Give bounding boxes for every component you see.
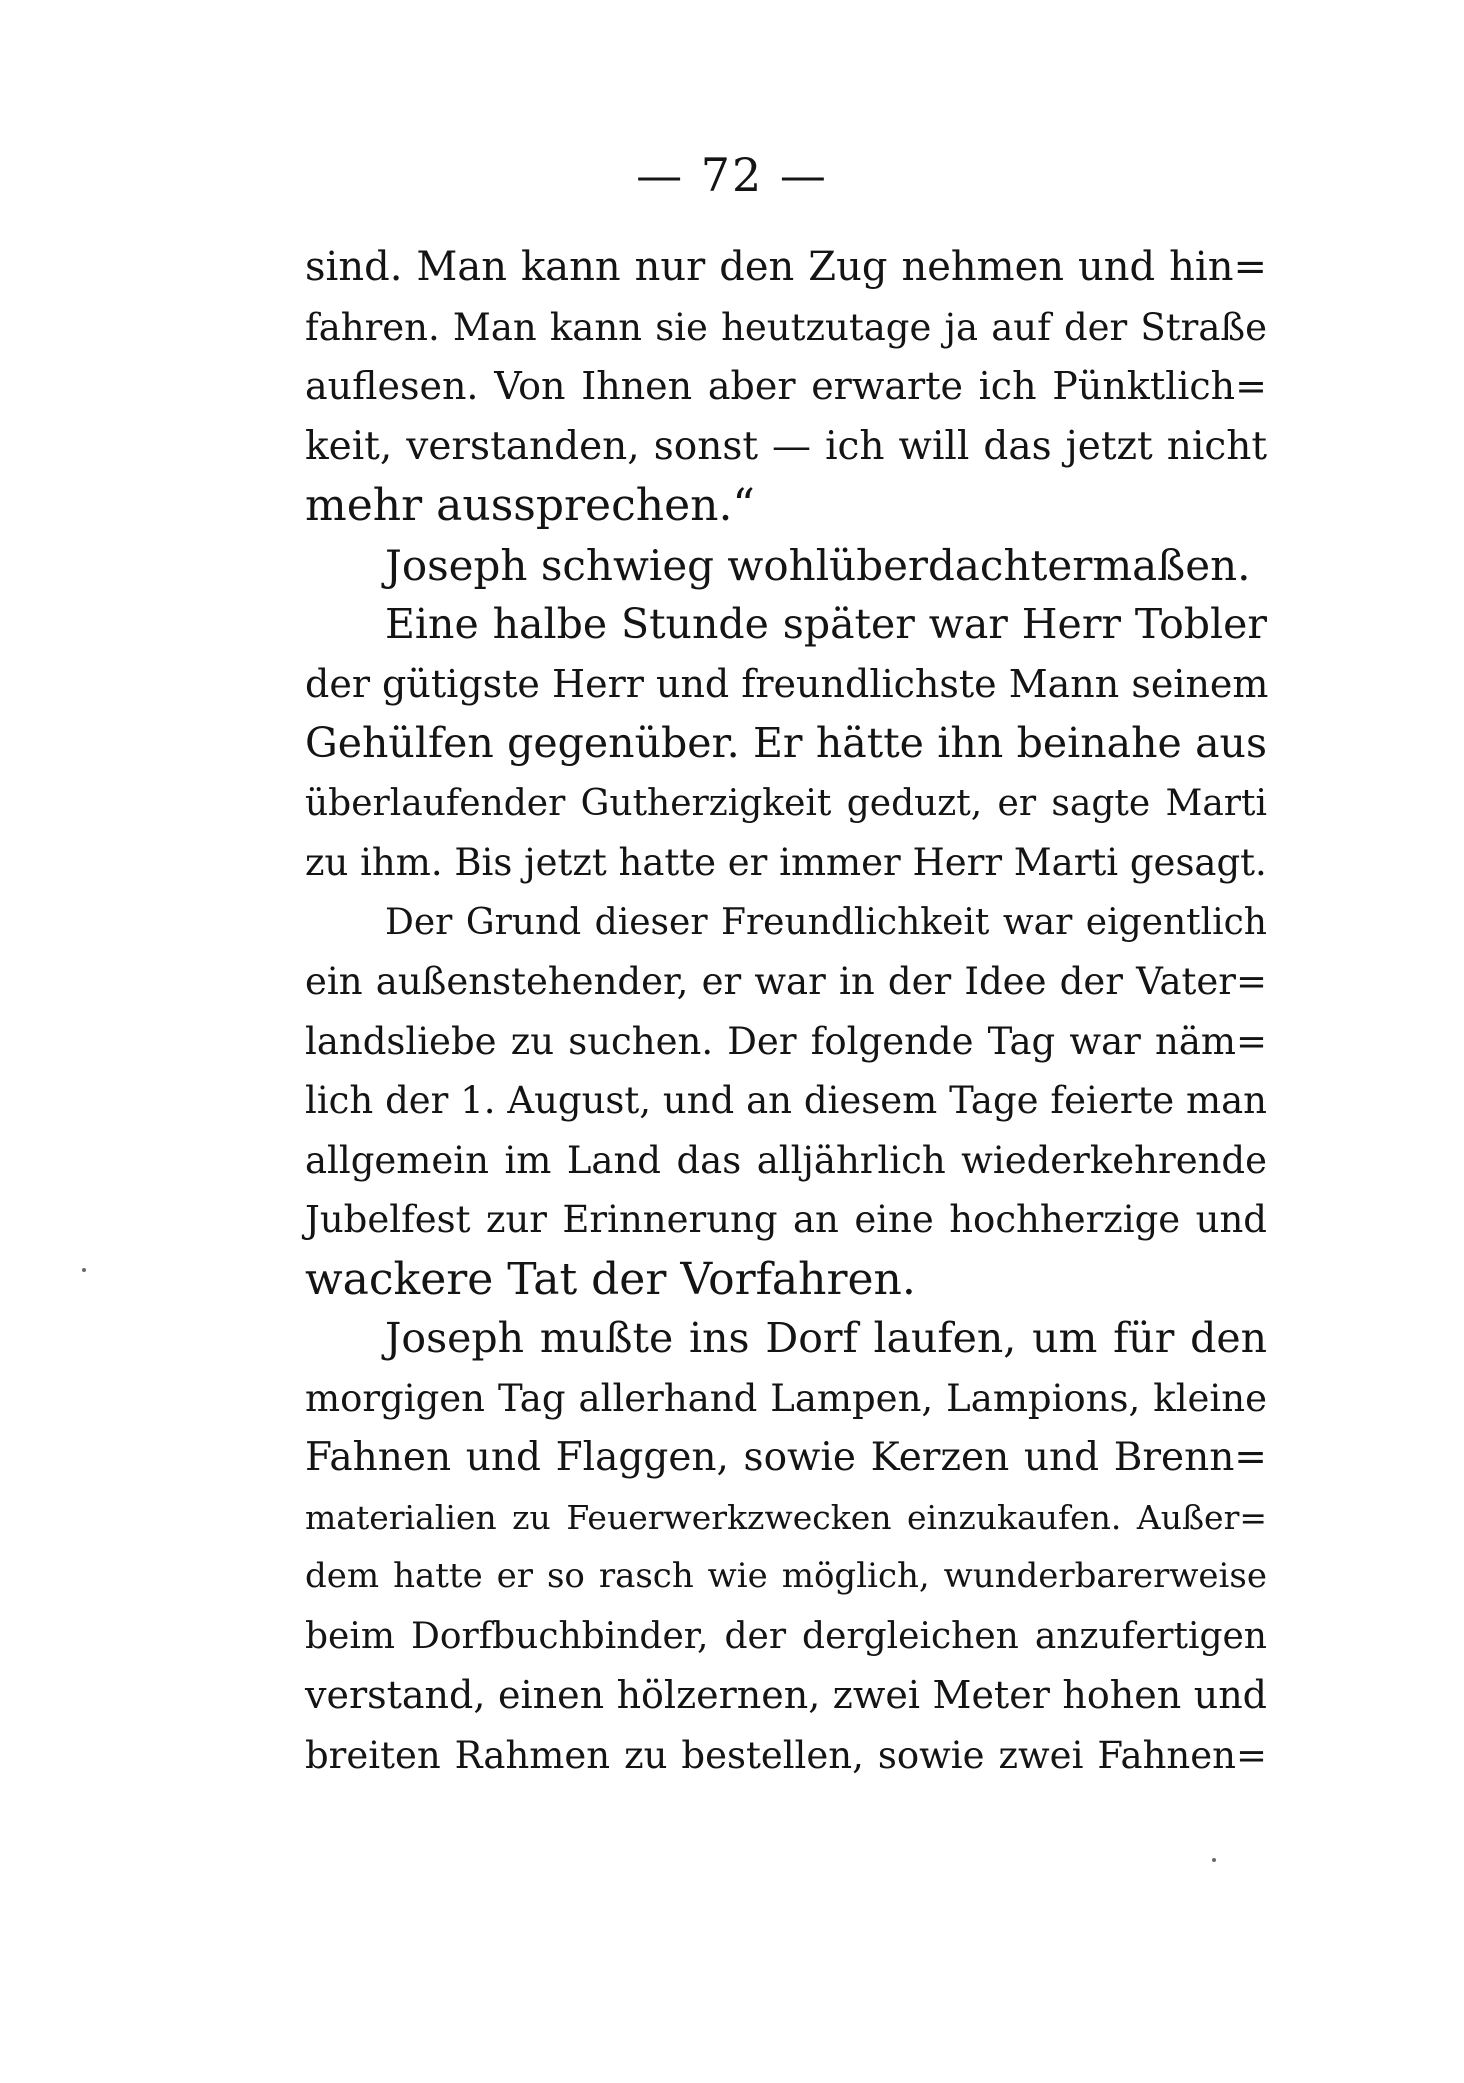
text-line: der gütigste Herr und freundlichste Mann seinem bbox=[305, 661, 1269, 706]
text-line: zu ihm. Bis jetzt hatte er immer Herr Marti gesagt. bbox=[305, 841, 1267, 884]
text-line: fahren. Man kann sie heutzutage ja auf der Straße bbox=[305, 305, 1267, 349]
page-number: — 72 — bbox=[636, 148, 828, 202]
text-line: Eine halbe Stunde später war Herr Tobler bbox=[385, 600, 1267, 648]
text-line: Fahnen und Flaggen, sowie Kerzen und Brenn= bbox=[305, 1435, 1267, 1480]
body-text bbox=[305, 238, 1267, 1785]
text-line: mehr aussprechen.“ bbox=[305, 480, 755, 531]
text-line: ein außenstehender, er war in der Idee der Vater= bbox=[305, 960, 1267, 1003]
text-line: Jubelfest zur Erinnerung an eine hochherzige und bbox=[305, 1198, 1267, 1241]
text-line: Gehülfen gegenüber. Er hätte ihn beinahe aus bbox=[305, 719, 1267, 767]
text-line: verstand, einen hölzernen, zwei Meter hohen und bbox=[305, 1673, 1267, 1717]
text-line: Joseph mußte ins Dorf laufen, um für den bbox=[385, 1314, 1267, 1362]
text-line: lich der 1. August, und an diesem Tage feierte man bbox=[305, 1079, 1267, 1122]
text-line: Joseph schwieg wohlüberdachtermaßen. bbox=[385, 540, 1251, 590]
text-line: keit, verstanden, sonst — ich will das jetzt nicht bbox=[305, 423, 1267, 469]
text-line: dem hatte er so rasch wie möglich, wunderbarerweise bbox=[305, 1556, 1267, 1596]
text-line: allgemein im Land das alljährlich wiederkehrende bbox=[305, 1138, 1267, 1182]
text-line: morgigen Tag allerhand Lampen, Lampions, kleine bbox=[305, 1376, 1267, 1420]
text-line: wackere Tat der Vorfahren. bbox=[305, 1253, 916, 1305]
text-line: beim Dorfbuchbinder, der dergleichen anzufertigen bbox=[305, 1615, 1267, 1657]
scan-speck bbox=[82, 1268, 86, 1272]
text-line: auflesen. Von Ihnen aber erwarte ich Pünktlich= bbox=[305, 364, 1267, 408]
text-line: landsliebe zu suchen. Der folgende Tag war näm= bbox=[305, 1019, 1267, 1063]
text-line: sind. Man kann nur den Zug nehmen und hin= bbox=[305, 244, 1267, 290]
text-line: überlaufender Gutherzigkeit geduzt, er sagte Marti bbox=[305, 782, 1267, 824]
text-line: Der Grund dieser Freundlichkeit war eigentlich bbox=[385, 901, 1267, 943]
scan-speck bbox=[1212, 1858, 1216, 1862]
text-line: breiten Rahmen zu bestellen, sowie zwei Fahnen= bbox=[305, 1733, 1267, 1777]
text-line: materialien zu Feuerwerkzwecken einzukaufen. Außer= bbox=[305, 1497, 1267, 1537]
